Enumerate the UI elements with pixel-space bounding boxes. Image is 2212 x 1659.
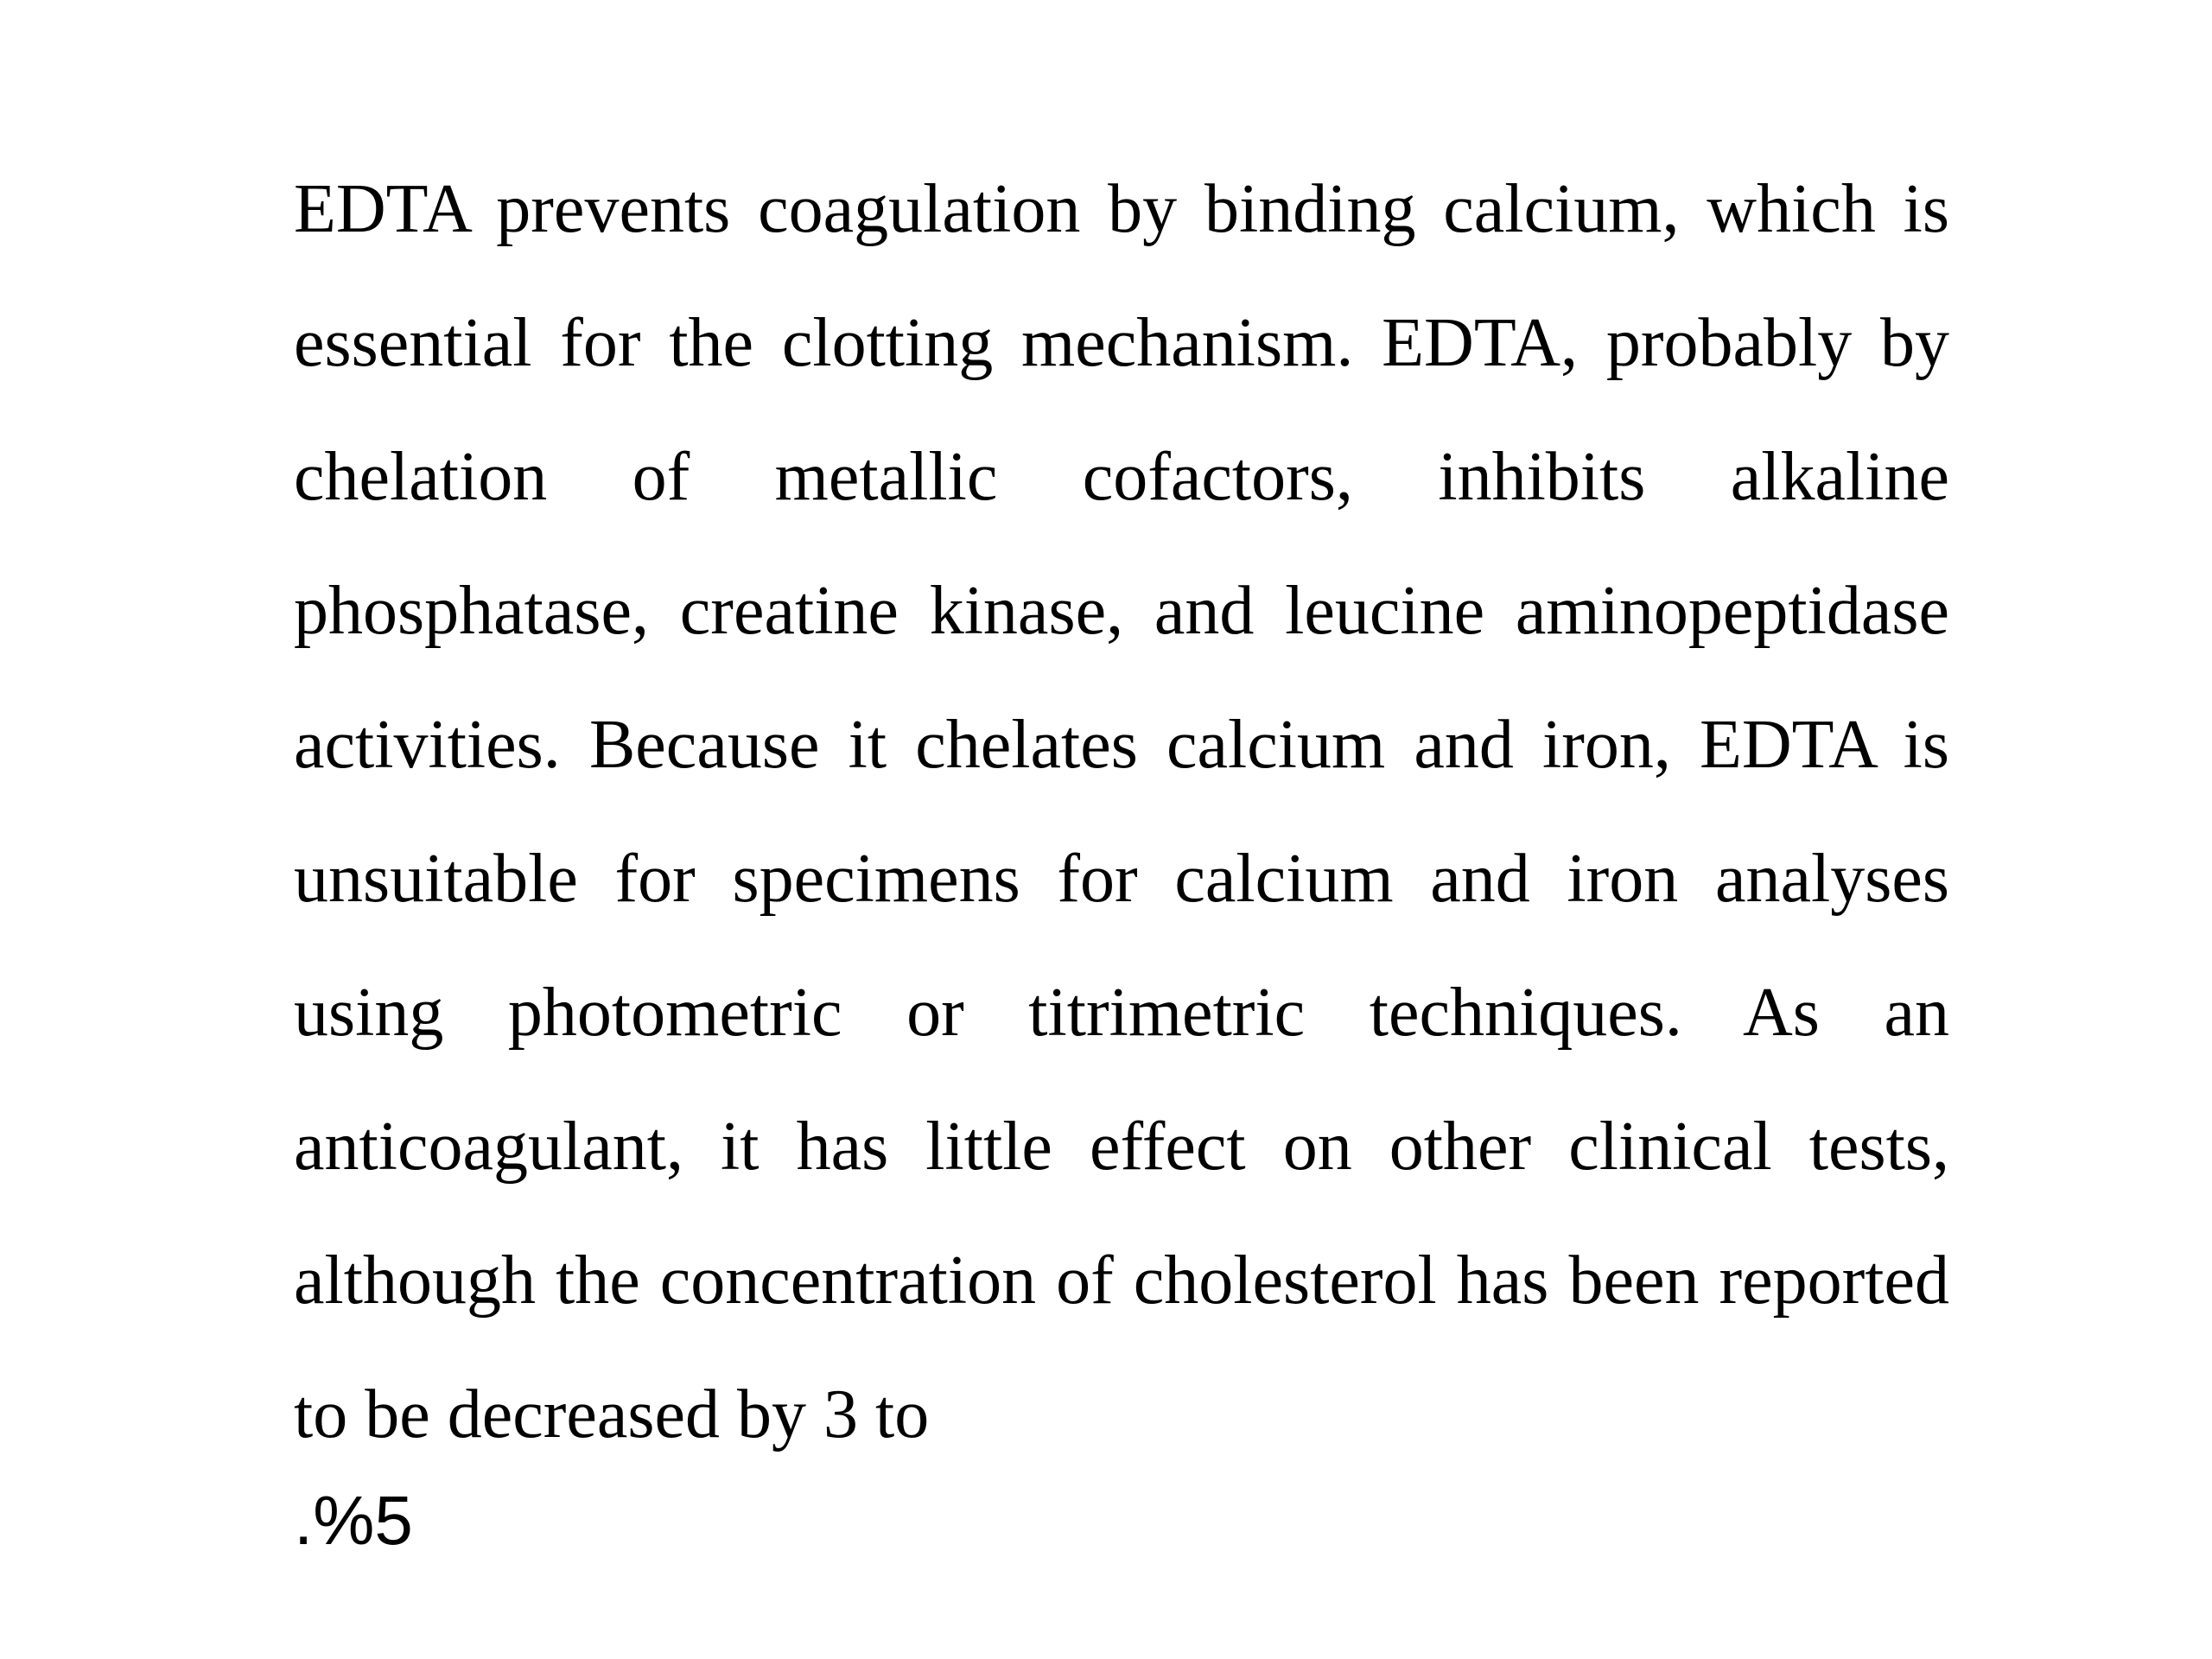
body-paragraph: EDTA prevents coagulation by binding calcium, which is essential for the clotting mechanism. EDTA, probably by chelation of metallic cofactors, inhibits alkaline phosphatase, creatine kinase, and leucine aminopeptidase activities. Because it chelates calcium and iron, EDTA is unsuitable for specimens for calcium and iron analyses using photometric or titrimetric techniques. As an anticoagulant, it has little effect on other clinical tests, although the concentration of cholesterol has been reported to be decreased by 3 to xyxy=(294,171,1949,1452)
trailing-text: .%5 xyxy=(294,1482,413,1559)
